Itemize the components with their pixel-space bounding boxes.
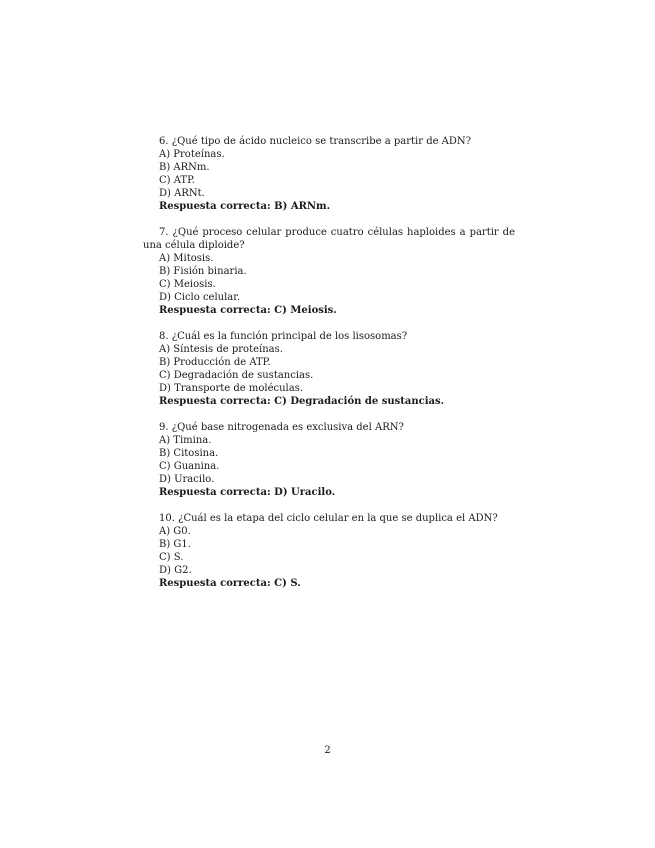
answer-label: Respuesta correcta: bbox=[159, 578, 271, 589]
option-a: A) G0. bbox=[159, 526, 191, 537]
option-b: B) Citosina. bbox=[159, 448, 219, 459]
correct-answer bbox=[143, 304, 515, 317]
question-text: 7. ¿Qué proceso celular produce cuatro células haploides a partir de una célula diploide? bbox=[143, 227, 515, 251]
option-d: D) Ciclo celular. bbox=[159, 292, 241, 303]
question-6 bbox=[143, 135, 515, 213]
answer-value: C) Meiosis. bbox=[274, 305, 337, 316]
answer-value: D) Uracilo. bbox=[274, 487, 336, 498]
option-c: C) Degradación de sustancias. bbox=[159, 370, 314, 381]
answer-value: C) S. bbox=[274, 578, 301, 589]
question-text: 9. ¿Qué base nitrogenada es exclusiva del ARN? bbox=[159, 422, 404, 433]
option-c: C) S. bbox=[159, 552, 184, 563]
answer-label: Respuesta correcta: bbox=[159, 201, 271, 212]
option-a: A) Proteínas. bbox=[159, 149, 225, 160]
answer-value: C) Degradación de sustancias. bbox=[274, 396, 445, 407]
question-8 bbox=[143, 330, 515, 408]
question-7 bbox=[143, 226, 515, 317]
answer-label: Respuesta correcta: bbox=[159, 396, 271, 407]
option-d: D) G2. bbox=[159, 565, 192, 576]
option-d: D) Uracilo. bbox=[159, 474, 215, 485]
question-text: 8. ¿Cuál es la función principal de los lisosomas? bbox=[159, 331, 408, 342]
option-b: B) Fisión binaria. bbox=[159, 266, 247, 277]
page-number: 2 bbox=[324, 745, 331, 756]
correct-answer bbox=[143, 200, 515, 213]
question-10 bbox=[143, 512, 515, 590]
option-b: B) ARNm. bbox=[159, 162, 210, 173]
option-c: C) Meiosis. bbox=[159, 279, 216, 290]
question-text: 6. ¿Qué tipo de ácido nucleico se transcribe a partir de ADN? bbox=[159, 136, 472, 147]
option-a: A) Síntesis de proteínas. bbox=[159, 344, 283, 355]
question-text: 10. ¿Cuál es la etapa del ciclo celular en la que se duplica el ADN? bbox=[159, 513, 498, 524]
correct-answer bbox=[143, 395, 515, 408]
option-c: C) Guanina. bbox=[159, 461, 220, 472]
option-c: C) ATP. bbox=[159, 175, 195, 186]
question-9 bbox=[143, 421, 515, 499]
option-b: B) G1. bbox=[159, 539, 191, 550]
correct-answer bbox=[143, 577, 515, 590]
answer-value: B) ARNm. bbox=[274, 201, 331, 212]
answer-label: Respuesta correcta: bbox=[159, 305, 271, 316]
option-a: A) Timina. bbox=[159, 435, 212, 446]
option-b: B) Producción de ATP. bbox=[159, 357, 271, 368]
option-d: D) Transporte de moléculas. bbox=[159, 383, 304, 394]
answer-label: Respuesta correcta: bbox=[159, 487, 271, 498]
question-list bbox=[143, 135, 515, 603]
option-d: D) ARNt. bbox=[159, 188, 205, 199]
option-a: A) Mitosis. bbox=[159, 253, 214, 264]
correct-answer bbox=[143, 486, 515, 499]
